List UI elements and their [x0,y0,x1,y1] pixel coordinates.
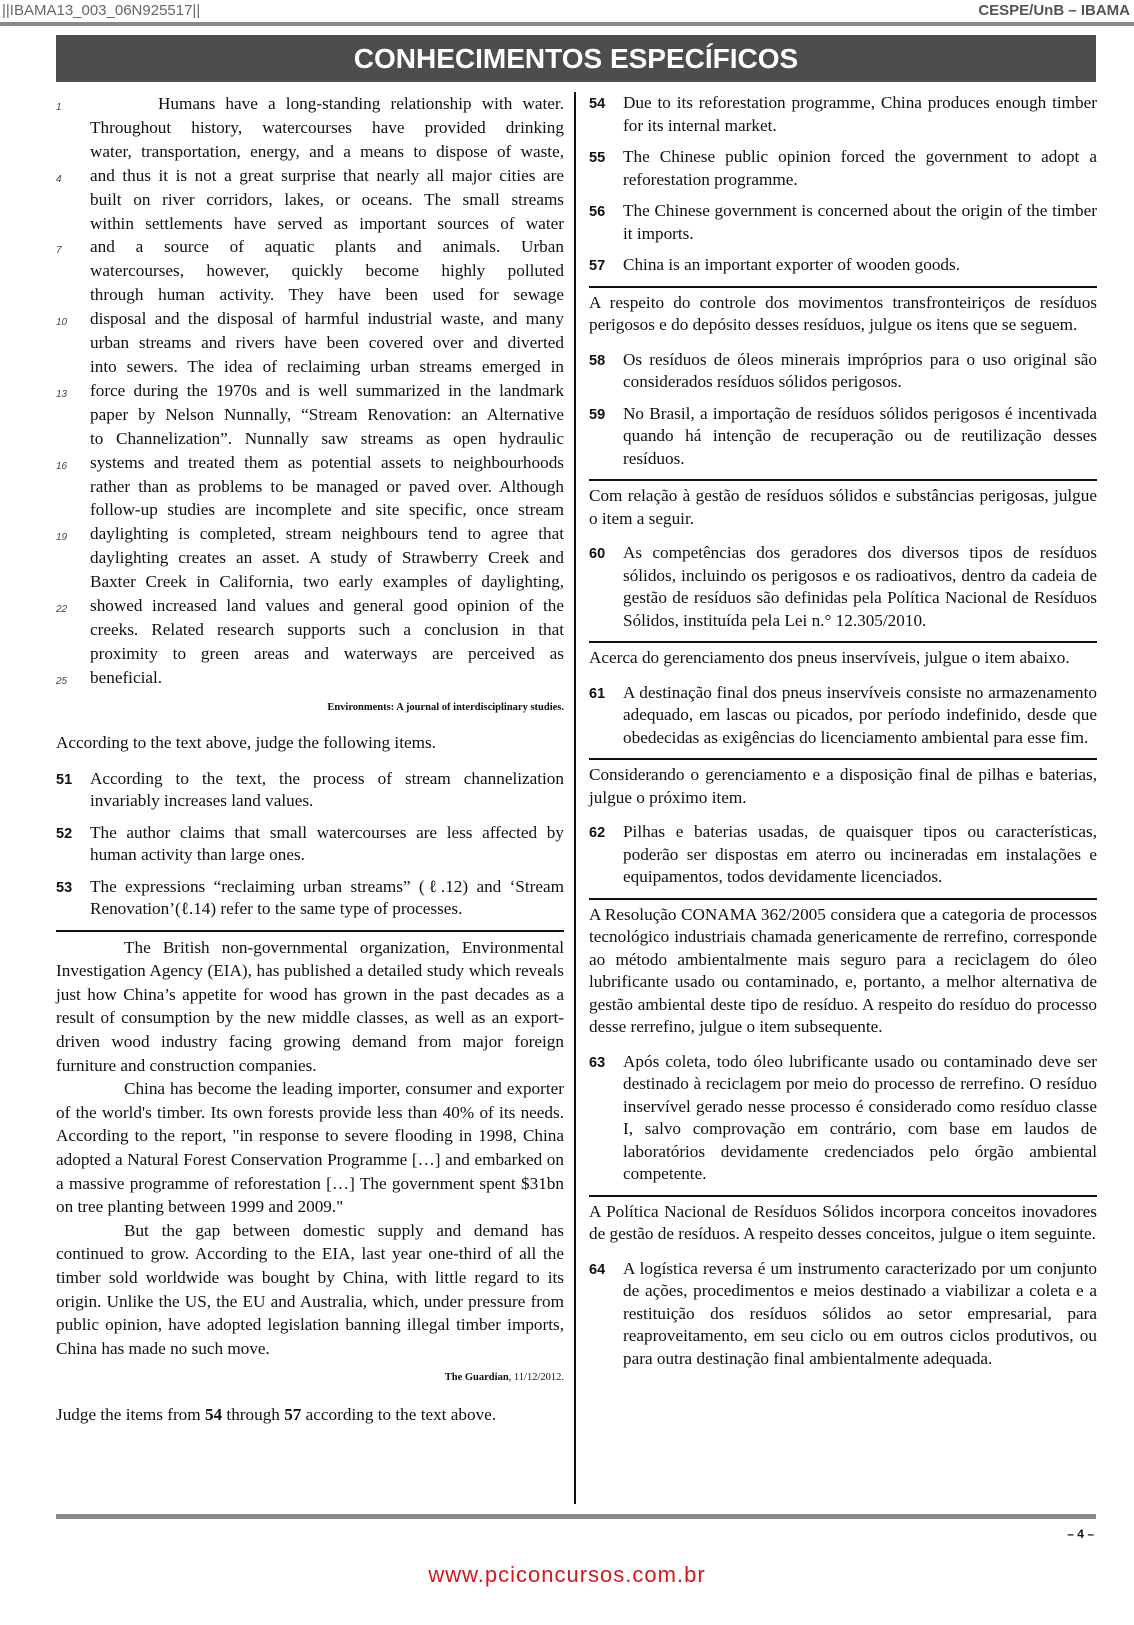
passage-line [56,451,564,475]
item-number: 64 [589,1261,606,1278]
line-text: Baxter Creek in California, two early examples of daylighting, [90,572,564,592]
item-62 [589,821,1097,889]
item-number: 58 [589,352,606,369]
judge-range-instruction [56,1403,564,1426]
passage-paragraph: China has become the leading importer, consumer and exporter of the world's timber. Its own forests provide less than 40% of its needs. According to the report, "in response to severe flooding in 1998, China adopted a Natural Forest Conservation Programme […] and embarked on a massive programme of reforestation […] The government spent $31bn on tree planting between 1999 and 2009." [56,1079,564,1217]
source-date: , 11/12/2012. [508,1372,564,1384]
group-intro-batteries: Considerando o gerenciamento e a disposição final de pilhas e baterias, julgue o próximo item. [589,765,1097,807]
item-text: Após coleta, todo óleo lubrificante usado ou contaminado deve ser destinado à reciclagem por meio do processo de rerrefino. O resíduo inservível gerado nesse processo é considerado como resíduo classe I, salvo comprovação em contrário, com base em laudos de laboratórios devidamente credenciados pelo órgão ambiental competente. [623,1051,1097,1183]
passage-line [90,116,564,140]
judge-instruction: According to the text above, judge the following items. [56,732,436,752]
passage-line [56,379,564,403]
top-rule [0,22,1134,26]
line-text: creeks. Related research supports such a conclusion in that [90,619,564,639]
passage-line [90,546,564,570]
judge-to: 57 [284,1405,302,1425]
passage-line [56,666,564,690]
item-number: 60 [589,546,606,562]
item-text: The author claims that small watercourses are less affected by human activity than large ones. [90,822,564,865]
line-text: follow-up studies are incomplete and site specific, once stream [90,500,564,520]
passage-line [90,570,564,594]
exam-item [589,1258,1097,1371]
group-intro-tires: Acerca do gerenciamento dos pneus inservíveis, julgue o item abaixo. [589,648,1070,667]
item-text: The Chinese public opinion forced the government to adopt a reforestation programme. [623,147,1097,189]
item-number: 63 [589,1054,606,1071]
passage-line [56,235,564,259]
line-number: 7 [56,245,62,257]
passage-line [90,618,564,642]
passage-paragraph: But the gap between domestic supply and demand has continued to grow. According to the EIA, last year one-third of all the timber sold worldwide was bought by China, with little regard to its origin. Unlike the US, the EU and Australia, which, under pressure from public opinion, have adopted legislation banning illegal timber imports, China has made no such move. [56,1220,564,1358]
line-text: showed increased land values and general good opinion of the [90,596,564,616]
left-column [56,92,564,1426]
item-63 [589,1051,1097,1186]
passage-line [56,307,564,331]
passage-line [56,522,564,546]
bottom-rule [56,1514,1096,1519]
exam-item [56,876,564,921]
line-text: Humans have a long-standing relationship with water. [158,94,564,113]
line-number: 4 [56,173,62,185]
passage-line [90,212,564,236]
line-text: rather than as problems to be managed or paved over. Although [90,476,564,496]
item-60 [589,542,1097,632]
passage-line [90,283,564,307]
item-text: A destinação final dos pneus inservíveis consiste no armazenamento adequado, em lascas ou picados, por período indefinido, desde que obedecidas as exigências do licenciamento ambiental para esse fim. [623,682,1097,747]
item-text: The Chinese government is concerned about the origin of the timber it imports. [623,201,1097,243]
exam-item [589,403,1097,471]
item-number: 54 [589,96,606,112]
exam-organization: CESPE/UnB – IBAMA [978,2,1130,19]
column-divider [574,92,576,1504]
item-text: As competências dos geradores dos diversos tipos de resíduos sólidos, incluindo os perigosos e os radioativos, dentro da cadeia de gestão de resíduos são definidas pela Política Nacional de Resíduos Sólidos, instituída pela Lei n.° 12.305/2010. [623,543,1097,630]
exam-item [589,200,1097,245]
item-text: The expressions “reclaiming urban streams” (ℓ.12) and ‘Stream Renovation’(ℓ.14) refer to the same type of processes. [90,876,564,919]
judge-pre: Judge the items from [56,1405,205,1425]
item-61 [589,682,1097,750]
exam-item [589,254,1097,277]
section-rule [589,286,1097,288]
item-text: No Brasil, a importação de resíduos sólidos perigosos é incentivada quando há intenção de recuperação ou de reutilização desses resíduos. [623,403,1097,468]
item-number: 52 [56,825,73,842]
judge-mid: through [222,1405,285,1425]
item-text: Due to its reforestation programme, China produces enough timber for its internal market. [623,93,1097,135]
passage-source: Environments: A journal of interdisciplinary studies. [327,701,564,713]
exam-item [589,542,1097,632]
group-intro-transboundary: A respeito do controle dos movimentos transfronteiriços de resíduos perigosos e do depósito desses resíduos, julgue os itens que se seguem. [589,292,1097,334]
section-banner: CONHECIMENTOS ESPECÍFICOS [56,35,1096,82]
passage-line [90,331,564,355]
passage-line [90,403,564,427]
right-column [589,92,1097,1379]
line-text: daylighting creates an asset. A study of Strawberry Creek and [90,548,564,568]
line-text: systems and treated them as potential assets to neighbourhoods [90,452,564,472]
item-number: 61 [589,685,606,702]
line-text: force during the 1970s and is well summarized in the landmark [90,380,564,400]
passage-china-timber [56,936,564,1361]
line-text: beneficial. [90,667,163,687]
passage-line [90,642,564,666]
items-58-59 [589,349,1097,471]
line-number: 19 [56,532,68,544]
passage-urban-streams [56,92,564,690]
group-intro-pnrs: A Política Nacional de Resíduos Sólidos incorpora conceitos inovadores de gestão de resíduos. A respeito desses conceitos, julgue o item seguinte. [589,1201,1097,1243]
line-text: urban streams and rivers have been covered over and diverted [90,333,564,353]
passage-line [90,355,564,379]
line-number: 1 [56,102,62,113]
line-text: through human activity. They have been used for sewage [90,285,564,305]
line-text: disposal and the disposal of harmful industrial waste, and many [90,309,564,329]
items-51-53 [56,768,564,921]
passage-line [90,188,564,212]
passage-line [56,92,564,116]
item-text: Os resíduos de óleos minerais impróprios para o uso original são considerados resíduos sólidos perigosos. [623,349,1097,391]
line-text: paper by Nelson Nunnally, “Stream Renovation: an Alternative [90,404,564,424]
section-rule [589,641,1097,643]
passage-line [90,259,564,283]
passage-paragraph: The British non-governmental organization, Environmental Investigation Agency (EIA), has published a detailed study which reveals just how China’s appetite for wood has grown in the past decades as a result of consumption by the new middle classes, as well as an export-driven wood industry facing growing demand from major foreign furniture and construction companies. [56,937,564,1075]
group-intro-solid-waste: Com relação à gestão de resíduos sólidos e substâncias perigosas, julgue o item a seguir. [589,486,1097,528]
items-54-57 [589,92,1097,277]
exam-item [589,821,1097,889]
item-number: 59 [589,406,606,423]
exam-item [589,1051,1097,1186]
exam-item [589,92,1097,137]
item-text: According to the text, the process of stream channelization invariably increases land values. [90,768,564,811]
item-text: China is an important exporter of wooden goods. [623,255,961,274]
exam-code: ||IBAMA13_003_06N925517|| [2,2,201,19]
source-name: The Guardian [444,1372,509,1384]
line-number: 10 [56,317,68,329]
section-rule [56,930,564,932]
line-text: and a source of aquatic plants and animals. Urban [90,237,564,257]
line-text: built on river corridors, lakes, or oceans. The small streams [90,189,564,209]
footer-url[interactable]: www.pciconcursos.com.br [428,1562,706,1587]
passage-line [90,498,564,522]
item-text: A logística reversa é um instrumento caracterizado por um conjunto de ações, procedimentos e meios destinado a viabilizar a coleta e a restituição dos resíduos sólidos ao setor empresarial, para reaproveitamento, em seu ciclo ou em outros ciclos produtivos, ou para outra destinação final ambientalmente adequada. [623,1258,1097,1368]
line-number: 16 [56,460,68,472]
section-rule [589,898,1097,900]
item-number: 62 [589,825,606,841]
line-number: 25 [56,675,68,687]
judge-from: 54 [204,1405,223,1425]
passage-line [56,164,564,188]
judge-post: according to the text above. [301,1405,497,1425]
item-number: 51 [56,771,73,788]
item-64 [589,1258,1097,1371]
exam-item [56,768,564,813]
item-number: 57 [589,258,606,274]
line-number: 22 [56,604,68,616]
item-number: 53 [56,879,73,896]
section-rule [589,479,1097,481]
section-rule [589,1195,1097,1197]
line-text: daylighting is completed, stream neighbours tend to agree that [90,524,564,544]
line-text: proximity to green areas and waterways are perceived as [90,643,564,663]
line-text: within settlements have served as important sources of water [90,213,564,233]
line-text: Throughout history, watercourses have provided drinking [90,117,564,137]
line-text: and thus it is not a great surprise that nearly all major cities are [90,165,564,185]
exam-item [589,349,1097,394]
passage-line [90,427,564,451]
line-text: into sewers. The idea of reclaiming urban streams emerged in [90,356,564,376]
line-text: to Channelization”. Nunnally saw streams as open hydraulic [90,428,564,448]
exam-item [589,682,1097,750]
line-text: water, transportation, energy, and a means to dispose of waste, [90,141,564,161]
exam-item [589,146,1097,191]
line-number: 13 [56,388,68,400]
item-text: Pilhas e baterias usadas, de quaisquer tipos ou características, poderão ser dispostas em aterro ou incineradas em instalações e equipamentos, todos devidamente licenciados. [623,822,1097,886]
item-number: 55 [589,150,606,166]
exam-item [56,822,564,867]
page-number: – 4 – [1067,1527,1094,1541]
line-text: watercourses, however, quickly become highly polluted [90,261,564,281]
passage-line [90,475,564,499]
section-rule [589,758,1097,760]
passage-source-guardian [56,1372,564,1383]
passage-line [56,594,564,618]
item-number: 56 [589,204,606,220]
passage-line [90,140,564,164]
group-intro-conama: A Resolução CONAMA 362/2005 considera que a categoria de processos tecnológico industriais chamada genericamente de rerrefino, corresponde ao método ambientalmente mais seguro para a reciclagem do óleo lubrificante usado ou contaminado, e, portanto, a melhor alternativa de gestão ambiental deste tipo de resíduo. A respeito do resíduo do processo desse rerrefino, julgue o item subsequente. [589,904,1097,1036]
